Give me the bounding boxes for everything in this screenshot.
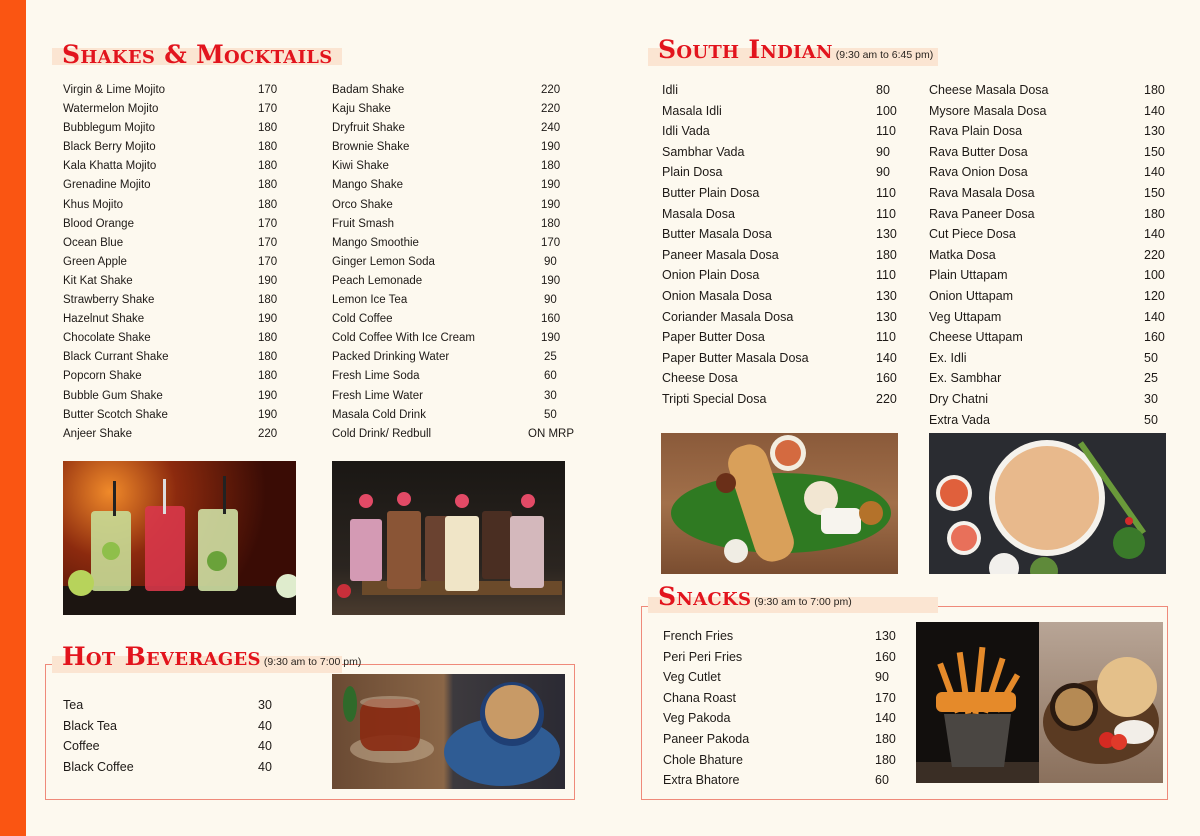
- item-name: Onion Plain Dosa: [662, 268, 760, 283]
- menu-item: [663, 667, 903, 688]
- south-indian-hours: (9:30 am to 6:45 pm): [835, 49, 934, 61]
- hot-beverages-title: Hot Beverages (9:30 am to 7:00 pm): [62, 642, 362, 671]
- item-price: 180: [258, 198, 278, 211]
- item-price: 220: [258, 427, 278, 440]
- menu-item: [63, 119, 283, 138]
- menu-item: [332, 157, 582, 176]
- milkshake-glasses-photo: [332, 461, 565, 615]
- menu-item: [663, 750, 903, 771]
- item-name: Peach Lemonade: [332, 274, 423, 287]
- item-name: Dryfruit Shake: [332, 122, 405, 135]
- chole-bhature-photo: [1039, 622, 1163, 783]
- menu-item: [332, 425, 582, 444]
- item-price: 240: [541, 122, 561, 135]
- menu-item: [662, 183, 902, 204]
- menu-item: [662, 245, 902, 266]
- item-name: Butter Scotch Shake: [63, 408, 168, 421]
- item-name: Tripti Special Dosa: [662, 391, 767, 406]
- item-price: 130: [876, 309, 897, 324]
- menu-item: [663, 647, 903, 668]
- item-price: 190: [541, 179, 561, 192]
- french-fries-photo: [916, 622, 1039, 783]
- menu-item: [929, 327, 1174, 348]
- item-name: Kiwi Shake: [332, 160, 389, 173]
- item-price: 190: [541, 332, 561, 345]
- item-price: 160: [875, 649, 896, 664]
- menu-item: [332, 387, 582, 406]
- hot-beverages-heading: [52, 642, 362, 673]
- shakes-mocktails-title: Shakes & Mocktails: [62, 40, 333, 69]
- item-price: 190: [541, 274, 561, 287]
- item-price: 180: [258, 141, 278, 154]
- item-name: Packed Drinking Water: [332, 351, 450, 364]
- item-name: Fresh Lime Water: [332, 389, 423, 402]
- menu-item: [662, 265, 902, 286]
- item-name: Badam Shake: [332, 84, 405, 96]
- item-name: Virgin & Lime Mojito: [63, 84, 166, 96]
- item-name: Cold Coffee With Ice Cream: [332, 332, 475, 345]
- item-name: Black Currant Shake: [63, 351, 169, 364]
- menu-item: [63, 81, 283, 100]
- menu-item: [63, 310, 283, 329]
- menu-item: [63, 387, 283, 406]
- item-price: 140: [1144, 103, 1165, 118]
- menu-item: [662, 142, 902, 163]
- menu-item: [332, 176, 582, 195]
- item-price: 90: [875, 670, 889, 685]
- item-name: Chana Roast: [663, 690, 736, 705]
- menu-item: [929, 121, 1174, 142]
- item-name: Coffee: [63, 739, 100, 754]
- item-name: Masala Idli: [662, 103, 722, 118]
- menu-item: [63, 695, 278, 716]
- item-name: Cheese Uttapam: [929, 330, 1023, 345]
- item-name: Coriander Masala Dosa: [662, 309, 794, 324]
- item-name: Matka Dosa: [929, 247, 996, 262]
- item-price: 140: [1144, 309, 1165, 324]
- snacks-hours: (9:30 am to 7:00 pm): [754, 596, 852, 608]
- item-name: Ocean Blue: [63, 236, 124, 249]
- item-name: Mango Smoothie: [332, 236, 419, 249]
- menu-item: [663, 708, 903, 729]
- menu-item: [662, 327, 902, 348]
- snacks-heading: [648, 582, 938, 613]
- item-price: 160: [541, 313, 561, 326]
- item-name: Mango Shake: [332, 179, 403, 192]
- item-price: 25: [1144, 371, 1158, 386]
- item-name: Black Tea: [63, 718, 117, 733]
- menu-item: [929, 368, 1174, 389]
- item-name: Rava Plain Dosa: [929, 124, 1023, 139]
- item-price: 170: [258, 236, 278, 249]
- item-price: 140: [1144, 227, 1165, 242]
- item-price: 180: [258, 122, 278, 135]
- item-price: 180: [876, 247, 897, 262]
- menu-item: [929, 410, 1174, 431]
- menu-item: [663, 626, 903, 647]
- item-price: 40: [258, 739, 272, 754]
- item-price: 180: [258, 332, 278, 345]
- menu-item: [63, 348, 283, 367]
- item-name: Paneer Pakoda: [663, 731, 750, 746]
- menu-item: [662, 121, 902, 142]
- item-price: 180: [541, 160, 561, 173]
- menu-item: [63, 367, 283, 386]
- item-name: Grenadine Mojito: [63, 179, 151, 192]
- menu-item: [662, 101, 902, 122]
- menu-item: [662, 389, 902, 410]
- item-name: Butter Plain Dosa: [662, 185, 760, 200]
- menu-item: [63, 757, 278, 778]
- menu-item: [63, 138, 283, 157]
- item-name: Cheese Dosa: [662, 371, 738, 386]
- item-price: 90: [544, 255, 557, 268]
- item-name: Watermelon Mojito: [63, 103, 159, 116]
- item-price: 110: [876, 330, 896, 345]
- item-price: 140: [1144, 165, 1165, 180]
- item-name: Blood Orange: [63, 217, 134, 230]
- menu-item: [63, 291, 283, 310]
- shakes-mocktails-heading: [52, 40, 342, 69]
- menu-item: [332, 329, 582, 348]
- item-price: 190: [258, 389, 278, 402]
- item-name: Veg Uttapam: [929, 309, 1002, 324]
- menu-item: [929, 142, 1174, 163]
- item-name: Khus Mojito: [63, 198, 124, 211]
- item-name: Cheese Masala Dosa: [929, 83, 1049, 97]
- item-price: 50: [1144, 412, 1158, 427]
- item-name: Fresh Lime Soda: [332, 370, 420, 383]
- menu-item: [63, 736, 278, 757]
- item-name: Idli: [662, 83, 678, 97]
- item-name: Kaju Shake: [332, 103, 391, 116]
- item-name: Masala Dosa: [662, 206, 735, 221]
- menu-item: [663, 688, 903, 709]
- item-price: 130: [876, 288, 897, 303]
- tea-coffee-photo: [332, 674, 565, 789]
- item-price: 190: [541, 198, 561, 211]
- item-price: 30: [544, 389, 557, 402]
- menu-item: [63, 329, 283, 348]
- menu-item: [332, 367, 582, 386]
- item-name: Extra Vada: [929, 412, 990, 427]
- item-name: Cut Piece Dosa: [929, 227, 1016, 242]
- item-price: ON MRP: [528, 427, 574, 440]
- item-name: Rava Onion Dosa: [929, 165, 1028, 180]
- item-price: 60: [875, 773, 889, 788]
- menu-item: [332, 196, 582, 215]
- item-price: 170: [258, 255, 278, 268]
- menu-item: [662, 224, 902, 245]
- snacks-title: Snacks (9:30 am to 7:00 pm): [658, 582, 852, 611]
- item-name: Bubble Gum Shake: [63, 389, 163, 402]
- menu-item: [929, 307, 1174, 328]
- item-name: Veg Pakoda: [663, 711, 731, 726]
- item-price: 180: [1144, 206, 1165, 221]
- item-name: Chocolate Shake: [63, 332, 151, 345]
- item-price: 60: [544, 370, 557, 383]
- item-price: 50: [1144, 350, 1158, 365]
- menu-item: [929, 183, 1174, 204]
- item-price: 110: [876, 268, 896, 283]
- item-price: 110: [876, 206, 896, 221]
- menu-item: [662, 80, 902, 101]
- item-name: Tea: [63, 698, 84, 712]
- item-price: 190: [541, 141, 561, 154]
- menu-item: [929, 224, 1174, 245]
- item-price: 30: [258, 698, 272, 712]
- item-price: 130: [875, 629, 896, 643]
- item-price: 180: [541, 217, 561, 230]
- item-name: Idli Vada: [662, 124, 710, 139]
- menu-item: [332, 272, 582, 291]
- item-price: 130: [1144, 124, 1165, 139]
- menu-item: [662, 286, 902, 307]
- menu-item: [929, 265, 1174, 286]
- snacks-list: [663, 626, 903, 791]
- menu-item: [63, 100, 283, 119]
- item-name: Fruit Smash: [332, 217, 394, 230]
- hot-beverages-hours: (9:30 am to 7:00 pm): [263, 656, 362, 668]
- item-price: 110: [876, 124, 896, 139]
- item-name: Paper Butter Dosa: [662, 330, 765, 345]
- item-name: Onion Masala Dosa: [662, 288, 772, 303]
- item-name: Plain Dosa: [662, 165, 723, 180]
- item-price: 220: [541, 84, 561, 96]
- menu-item: [929, 80, 1174, 101]
- item-name: Ex. Idli: [929, 350, 967, 365]
- menu-item: [332, 215, 582, 234]
- item-name: Extra Bhatore: [663, 773, 740, 788]
- item-price: 130: [876, 227, 897, 242]
- item-name: Kit Kat Shake: [63, 274, 133, 287]
- item-name: Kala Khatta Mojito: [63, 160, 157, 173]
- item-price: 190: [258, 313, 278, 326]
- south-indian-title: South Indian (9:30 am to 6:45 pm): [658, 35, 934, 64]
- item-price: 90: [876, 144, 890, 159]
- item-name: French Fries: [663, 629, 734, 643]
- item-name: Rava Butter Dosa: [929, 144, 1028, 159]
- menu-item: [63, 196, 283, 215]
- item-price: 140: [876, 350, 897, 365]
- tea-cup-photo: [343, 686, 434, 763]
- dosa-platter-photo: [661, 433, 898, 574]
- menu-item: [662, 162, 902, 183]
- menu-item: [63, 157, 283, 176]
- item-price: 190: [258, 274, 278, 287]
- item-name: Anjeer Shake: [63, 427, 133, 440]
- item-name: Cold Drink/ Redbull: [332, 427, 432, 440]
- menu-item: [929, 204, 1174, 225]
- menu-item: [63, 176, 283, 195]
- item-name: Mysore Masala Dosa: [929, 103, 1047, 118]
- menu-item: [332, 348, 582, 367]
- menu-item: [662, 348, 902, 369]
- item-name: Cold Coffee: [332, 313, 393, 326]
- menu-item: [332, 406, 582, 425]
- item-price: 170: [258, 217, 278, 230]
- south-indian-heading: [648, 35, 938, 66]
- item-name: Veg Cutlet: [663, 670, 721, 685]
- item-price: 100: [876, 103, 897, 118]
- menu-item: [332, 253, 582, 272]
- item-name: Butter Masala Dosa: [662, 227, 772, 242]
- item-name: Strawberry Shake: [63, 294, 155, 307]
- item-price: 25: [544, 351, 557, 364]
- hot-beverages-list: [63, 695, 278, 777]
- item-price: 180: [258, 351, 278, 364]
- item-name: Paper Butter Masala Dosa: [662, 350, 809, 365]
- menu-item: [662, 368, 902, 389]
- menu-item: [929, 101, 1174, 122]
- item-price: 220: [876, 391, 897, 406]
- item-name: Hazelnut Shake: [63, 313, 145, 326]
- menu-item: [929, 245, 1174, 266]
- menu-item: [929, 162, 1174, 183]
- item-price: 170: [541, 236, 561, 249]
- mojito-glasses-photo: [63, 461, 296, 615]
- item-name: Lemon Ice Tea: [332, 294, 408, 307]
- shakes-mocktails-column-1: [63, 81, 283, 444]
- item-name: Orco Shake: [332, 198, 393, 211]
- item-price: 170: [258, 103, 278, 116]
- item-price: 40: [258, 759, 272, 774]
- menu-item: [63, 716, 278, 737]
- menu-item: [662, 307, 902, 328]
- menu-item: [332, 234, 582, 253]
- item-name: Peri Peri Fries: [663, 649, 743, 664]
- item-price: 180: [1144, 83, 1165, 97]
- item-name: Dry Chatni: [929, 391, 989, 406]
- menu-item: [929, 286, 1174, 307]
- item-price: 90: [876, 165, 890, 180]
- item-name: Bubblegum Mojito: [63, 122, 156, 135]
- item-price: 170: [875, 690, 896, 705]
- item-price: 220: [541, 103, 561, 116]
- accent-side-bar: [0, 0, 26, 836]
- item-price: 160: [876, 371, 897, 386]
- item-name: Sambhar Vada: [662, 144, 745, 159]
- menu-item: [332, 138, 582, 157]
- item-price: 150: [1144, 144, 1165, 159]
- item-price: 40: [258, 718, 272, 733]
- item-name: Rava Paneer Dosa: [929, 206, 1035, 221]
- menu-item: [929, 389, 1174, 410]
- item-name: Chole Bhature: [663, 752, 743, 767]
- item-name: Black Berry Mojito: [63, 141, 156, 154]
- item-price: 150: [1144, 185, 1165, 200]
- menu-item: [332, 291, 582, 310]
- menu-item: [63, 253, 283, 272]
- menu-item: [663, 729, 903, 750]
- item-name: Paneer Masala Dosa: [662, 247, 779, 262]
- item-price: 120: [1144, 288, 1165, 303]
- shakes-mocktails-column-2: [332, 81, 582, 444]
- item-name: Brownie Shake: [332, 141, 410, 154]
- item-price: 90: [544, 294, 557, 307]
- menu-item: [63, 406, 283, 425]
- item-price: 180: [258, 160, 278, 173]
- item-price: 220: [1144, 247, 1165, 262]
- item-price: 180: [258, 370, 278, 383]
- menu-item: [332, 310, 582, 329]
- item-name: Masala Cold Drink: [332, 408, 426, 421]
- item-name: Popcorn Shake: [63, 370, 142, 383]
- item-price: 140: [875, 711, 896, 726]
- coffee-cup-photo: [444, 682, 560, 786]
- menu-item: [332, 81, 582, 100]
- item-name: Onion Uttapam: [929, 288, 1014, 303]
- item-name: Ginger Lemon Soda: [332, 255, 435, 268]
- menu-item: [332, 100, 582, 119]
- menu-item: [662, 204, 902, 225]
- item-name: Rava Masala Dosa: [929, 185, 1035, 200]
- item-price: 50: [544, 408, 557, 421]
- menu-item: [929, 348, 1174, 369]
- south-indian-column-2: [929, 80, 1174, 430]
- item-price: 190: [258, 408, 278, 421]
- menu-item: [63, 215, 283, 234]
- menu-item: [332, 119, 582, 138]
- item-price: 170: [258, 84, 278, 96]
- menu-item: [63, 272, 283, 291]
- item-price: 100: [1144, 268, 1165, 283]
- item-name: Black Coffee: [63, 759, 134, 774]
- item-name: Plain Uttapam: [929, 268, 1008, 283]
- south-indian-column-1: [662, 80, 902, 410]
- item-price: 180: [875, 731, 896, 746]
- item-price: 30: [1144, 391, 1158, 406]
- item-name: Ex. Sambhar: [929, 371, 1002, 386]
- menu-item: [63, 425, 283, 444]
- item-price: 180: [258, 179, 278, 192]
- menu-item: [663, 770, 903, 791]
- item-price: 160: [1144, 330, 1165, 345]
- item-price: 180: [875, 752, 896, 767]
- item-price: 180: [258, 294, 278, 307]
- item-name: Green Apple: [63, 255, 127, 268]
- item-price: 110: [876, 185, 896, 200]
- uttapam-photo: [929, 433, 1166, 574]
- item-price: 80: [876, 83, 890, 97]
- menu-item: [63, 234, 283, 253]
